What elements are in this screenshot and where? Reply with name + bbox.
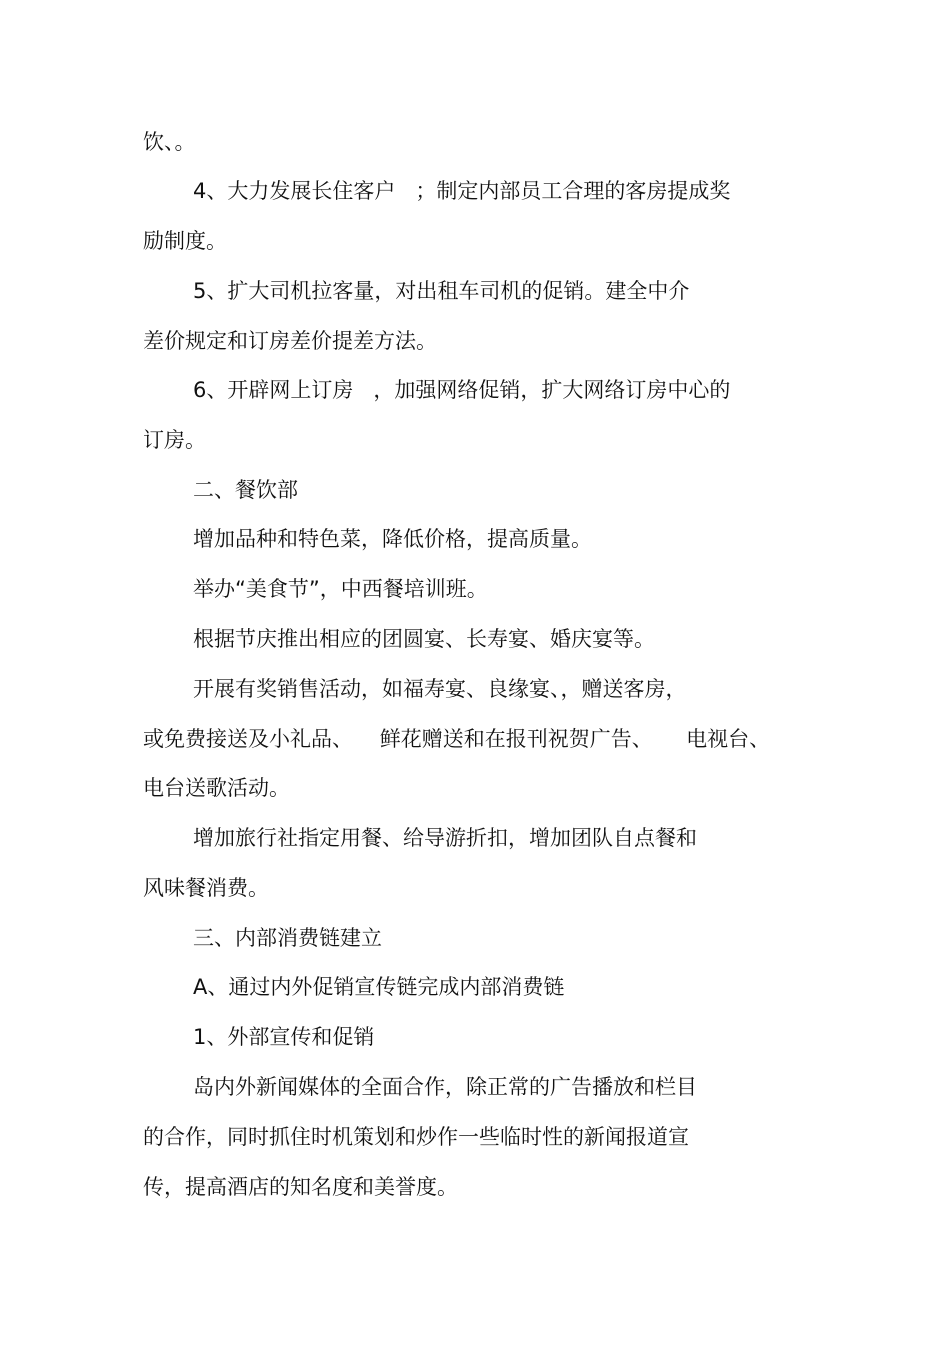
section-heading: 二、餐饮部 [193,478,298,502]
text-line: 6、开辟网上订房 ，加强网络促销，扩大网络订房中心的 [193,378,731,402]
text-line: 传，提高酒店的知名度和美誉度。 [143,1175,458,1199]
text-line: 风味餐消费。 [143,876,269,900]
text-line: 增加品种和特色菜，降低价格，提高质量。 [193,527,592,551]
text-line: 差价规定和订房差价提差方法。 [143,329,437,353]
subsection-heading: A、通过内外促销宣传链完成内部消费链 [193,975,565,999]
text-line: 开展有奖销售活动，如福寿宴、良缘宴、，赠送客房， [193,677,687,701]
text-line: 订房。 [143,428,206,452]
subsection-heading: 1、外部宣传和促销 [193,1025,375,1049]
text-line: 增加旅行社指定用餐、给导游折扣，增加团队自点餐和 [193,826,697,850]
text-line: 的合作，同时抓住时机策划和炒作一些临时性的新闻报道宣 [143,1125,689,1149]
section-heading: 三、内部消费链建立 [193,926,382,950]
text-line: 电台送歌活动。 [143,776,290,800]
text-line: 岛内外新闻媒体的全面合作，除正常的广告播放和栏目 [193,1075,697,1099]
text-line: 根据节庆推出相应的团圆宴、长寿宴、婚庆宴等。 [193,627,655,651]
text-line: 5、扩大司机拉客量，对出租车司机的促销。建全中介 [193,279,690,303]
text-line: 或免费接送及小礼品、 鲜花赠送和在报刊祝贺广告、 电视台、 [143,727,771,751]
text-line: 励制度。 [143,229,227,253]
text-line: 4、大力发展长住客户 ；制定内部员工合理的客房提成奖 [193,179,731,203]
text-line: 饮、。 [143,130,196,154]
text-line: 举办“美食节”，中西餐培训班。 [193,577,488,601]
